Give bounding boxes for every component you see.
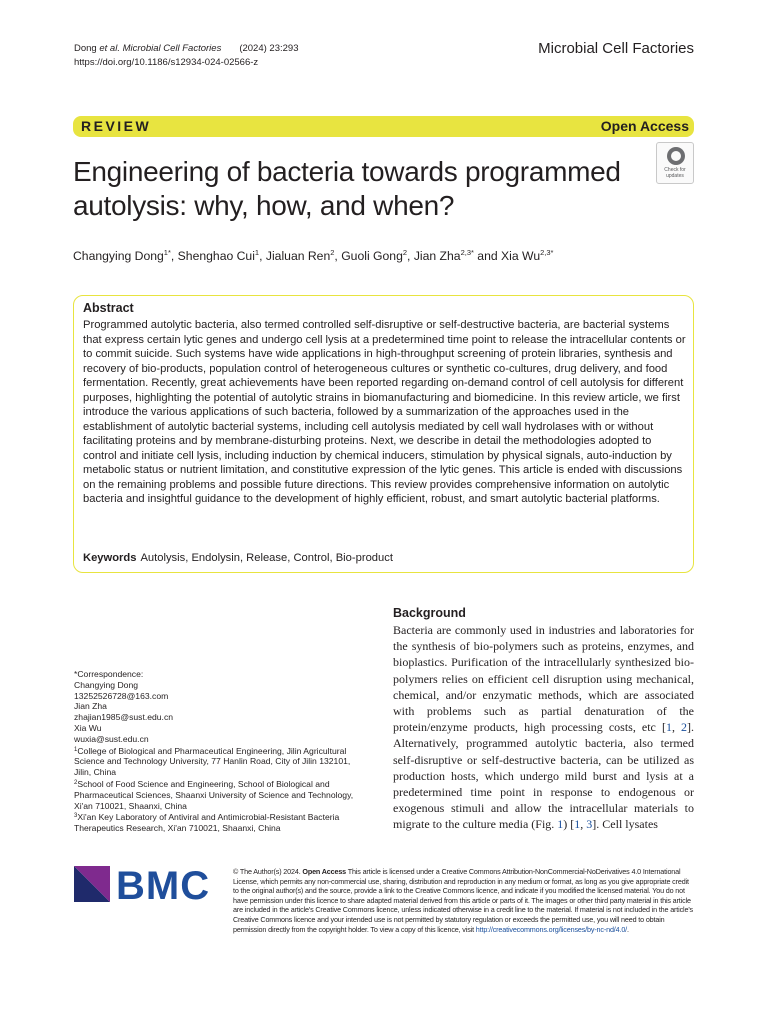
author-separator: , — [407, 249, 414, 263]
reference-link[interactable]: 3 — [586, 817, 593, 832]
background-text-part: ) [ — [563, 817, 575, 832]
background-text — [393, 622, 694, 833]
reference-link[interactable]: 2 — [681, 720, 687, 735]
author-affiliation-sup: 1* — [163, 248, 171, 257]
background-text-part: ]. Cell lysates — [592, 817, 658, 832]
affiliation-1 — [74, 745, 364, 778]
bmc-logo — [74, 866, 214, 908]
reference-separator: , — [671, 720, 681, 735]
author-affiliation-sup: 1 — [254, 248, 260, 257]
citation-year: (2024) 23:293 — [239, 43, 299, 54]
license-end: . — [627, 924, 629, 934]
article-type-banner — [73, 116, 694, 137]
doi-link[interactable]: https://doi.org/10.1186/s12934-024-02566-z — [74, 57, 259, 68]
affiliation-1-text: College of Biological and Pharmaceutical Engineering, Jilin Agricultural Science and Technology University, 77 Hanlin Road, City of Jilin 132101, Jilin, China — [74, 745, 351, 778]
author-name: Changying Dong — [73, 249, 164, 263]
affiliation-2 — [74, 778, 364, 811]
author-name: Xia Wu — [501, 249, 541, 263]
author-affiliation-sup: 2 — [330, 248, 335, 257]
author-name: Guoli Gong — [341, 249, 403, 263]
journal-name: Microbial Cell Factories — [538, 40, 694, 57]
reference-link[interactable]: 1 — [574, 817, 581, 832]
affiliation-3 — [74, 811, 364, 834]
abstract-text: Programmed autolytic bacteria, also termed controlled self-disruptive or self-destructive bacteria, are bacterial systems that express certain lytic genes and undergo cell lysis at a predetermined time point to release the intracellular contents or to commit suicide. Such systems have wide applications in high-throughput screening of protein libraries, synthesis and recovery of bio-products, population control of heterogeneous cultures or synthetic co-cultures, drug delivery, and food fermentation. Recently, great achievements have been reported regarding on-demand control of cell autolysis for different purposes, highlighting the potential of autolytic strains in biomanufacturing and biomedicine. In this review article, we first introduce the various applications of such bacteria, followed by a summarization of the approaches used in the establishment of autolytic bacterial systems, including cell autolysis mediated by cell wall hydrolases with or without facilitating proteins and by membrane-disturbing proteins. Next, we describe in detail the methodologies adopted to control and initiate cell lysis, including induction by chemical inducers, stimulation by physical signals, auto-induction by metabolic status or nutrient limitation, and constitutive expression of the lytic genes. This article is ended with discussions on the remaining problems and possible future directions. This review provides comprehensive information on autolytic bacteria and insightful guidance to the development of highly efficient, robust, and smart autolytic bacterial platforms. — [83, 319, 686, 505]
correspondence-label: *Correspondence: — [74, 669, 144, 679]
license-open-access-label: Open Access — [302, 867, 347, 876]
article-title: Engineering of bacteria towards programmed autolysis: why, how, and when? — [73, 156, 621, 221]
affiliation-2-text: School of Food Science and Engineering, School of Biological and Pharmaceutical Sciences, Shaanxi University of Science and Technology, Xi'an 710021, Shaanxi, China — [74, 778, 354, 811]
license-body: This article is licensed under a Creative Commons Attribution-NonCommercial-NoDerivatives 4.0 International License, which permits any non-commercial use, sharing, distribution and reproduction in any medium or format, as long as you give appropriate credit to the original author(s) and the source, provide a link to the Creative Commons licence, and indicate if you modified the licensed material. You do not have permission under this licence to share adapted material derived from this article or parts of it. The images or other third party material in this article are included in the article's Creative Commons licence, unless indicated otherwise in a credit line to the material. If material is not included in the article's Creative Commons licence and your intended use is not permitted by statutory regulation or exceeds the permitted use, you will need to obtain permission directly from the copyright holder. To view a copy of this licence, visit — [233, 867, 693, 934]
citation-line — [74, 42, 299, 56]
correspondence-block — [74, 669, 364, 834]
check-for-updates-badge[interactable] — [656, 142, 694, 184]
affiliation-1-sup: 1 — [74, 746, 78, 753]
keywords-values: Autolysis, Endolysin, Release, Control, Bio-product — [140, 552, 393, 564]
author-affiliation-sup: 2 — [402, 248, 408, 257]
citation-journal: et al. Microbial Cell Factories — [99, 43, 222, 54]
update-icon — [667, 147, 685, 165]
background-heading: Background — [393, 606, 466, 620]
keywords-label: Keywords — [83, 552, 137, 564]
author-name: Jian Zha — [413, 249, 461, 263]
abstract-box — [73, 295, 694, 573]
affiliation-3-sup: 3 — [74, 813, 78, 820]
background-text-part: Bacteria are commonly used in industries and laboratories for the synthesis of bio-polymers such as proteins, enzymes, and bioplastics. Purification of the intracellularly synthesized bio-polymers relies on efficient cell disruption using mechanical, chemical, and/or enzymatic methods, which are associated with problems such as partial denaturation of the protein/enzyme products, high processing costs, etc [ — [393, 623, 694, 735]
keywords-line — [83, 552, 393, 564]
figure-link[interactable]: 1 — [557, 817, 564, 832]
license-link[interactable]: http://creativecommons.org/licenses/by-nc-nd/4.0/ — [475, 924, 628, 934]
author-affiliation-sup: 2,3* — [460, 248, 474, 257]
author-separator: , — [334, 249, 342, 263]
author-list — [73, 248, 553, 263]
affiliation-3-text: Xi'an Key Laboratory of Antiviral and Antimicrobial-Resistant Bacteria Therapeutics Research, Xi'an 710021, Shaanxi, China — [74, 812, 340, 834]
check-for-updates-label: Check for updates — [664, 167, 686, 179]
author-affiliation-sup: 2,3* — [540, 248, 554, 257]
bmc-logo-mark — [74, 866, 110, 902]
open-access-label: Open Access — [600, 118, 689, 134]
license-text — [233, 867, 694, 934]
author-name: Jialuan Ren — [265, 249, 331, 263]
reference-link[interactable]: 1 — [665, 720, 672, 735]
contact-2: Jian Zha zhajian1985@sust.edu.cn — [74, 701, 174, 723]
running-header — [74, 42, 299, 70]
author-separator: , — [170, 249, 178, 263]
background-text-part: ]. Alternatively, programmed autolytic bacteria, also termed self-disruptive or self-destructive bacteria, can be utilized as production hosts, which undergo mild burst and lysis at a predetermined time point in response to endogenous or exogenous stimuli and allow the intracellular materials to migrate to the culture media (Fig. — [393, 720, 694, 832]
abstract-heading: Abstract — [83, 301, 134, 315]
bmc-logo-text: BMC — [116, 864, 211, 908]
author-separator: and — [473, 249, 502, 263]
contact-3: Xia Wu wuxia@sust.edu.cn — [74, 722, 149, 744]
license-copyright: © The Author(s) 2024. — [233, 867, 303, 876]
article-type-label: REVIEW — [81, 118, 152, 134]
author-name: Shenghao Cui — [177, 249, 255, 263]
reference-separator: , — [580, 817, 587, 832]
contact-1: Changying Dong 13252526728@163.com — [74, 679, 169, 701]
author-separator: , — [259, 249, 266, 263]
affiliation-2-sup: 2 — [74, 779, 78, 786]
citation-prefix: Dong — [74, 43, 100, 54]
